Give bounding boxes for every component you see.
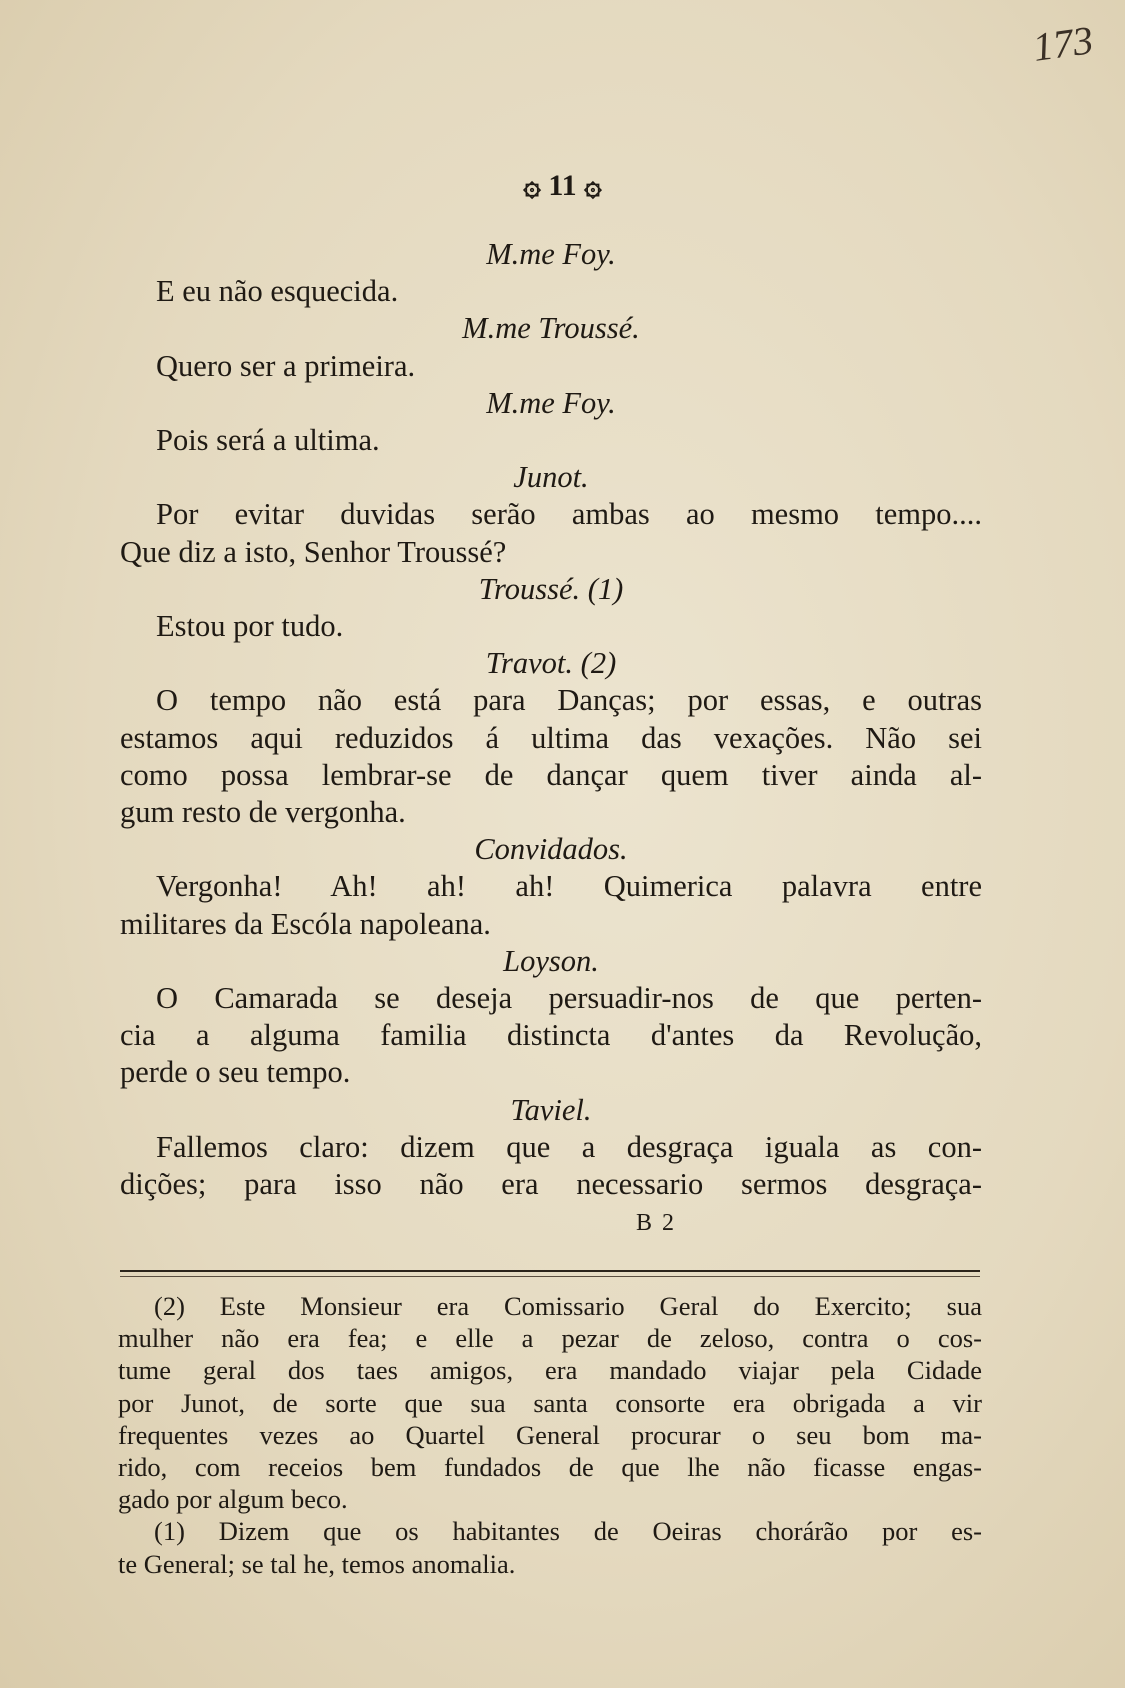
footnotes — [118, 1290, 982, 1580]
text-line: Fallemos claro: dizem que a desgraça iguala as con- — [156, 1129, 982, 1164]
text-line: perde o seu tempo. — [120, 1055, 351, 1090]
text-line: estamos aqui reduzidos á ultima das vexações. Não sei — [120, 720, 982, 755]
text-line: Que diz a isto, Senhor Troussé? — [120, 534, 507, 569]
text-line: militares da Escóla napoleana. — [120, 906, 491, 941]
folio-number: 173 — [1030, 17, 1096, 70]
text-line: E eu não esquecida. — [156, 274, 399, 309]
footnote-rule — [120, 1270, 980, 1272]
speaker-name: Travot. (2) — [485, 646, 617, 681]
footnote-line: por Junot, de sorte que sua santa consorte era obrigada a vir — [118, 1387, 982, 1418]
text-line: O tempo não está para Danças; por essas, e outras — [156, 683, 982, 718]
speaker-name: Troussé. (1) — [478, 571, 624, 606]
speaker-name: Loyson. — [503, 943, 599, 978]
running-head — [0, 168, 1125, 203]
speaker-name: Junot. — [513, 460, 589, 495]
dialogue-text — [120, 236, 982, 1203]
footnote-line: tume geral dos taes amigos, era mandado viajar pela Cidade — [118, 1355, 982, 1386]
ornament-left: ۞ — [523, 169, 541, 202]
footnote-rule-thin — [120, 1276, 980, 1277]
speaker-name: M.me Foy. — [486, 237, 616, 271]
text-line: Pois será a ultima. — [156, 423, 380, 458]
page-number: 11 — [548, 169, 577, 202]
speaker-name: M.me Foy. — [486, 385, 616, 420]
speaker-name: M.me Troussé. — [462, 311, 640, 346]
text-line: Quero ser a primeira. — [156, 348, 416, 383]
footnote-line: gado por algum beco. — [118, 1484, 348, 1515]
footnote-line: (1) Dizem que os habitantes de Oeiras chorárão por es- — [154, 1516, 982, 1547]
text-line: O Camarada se deseja persuadir-nos de que perten- — [156, 981, 982, 1016]
text-line: dições; para isso não era necessario sermos desgraça- — [120, 1167, 982, 1202]
speaker-name: Convidados. — [474, 832, 628, 867]
ornament-right: ۞ — [584, 169, 602, 202]
footnote-line: te General; se tal he, temos anomalia. — [118, 1548, 516, 1579]
text-line: gum resto de vergonha. — [120, 795, 406, 830]
footnote-line: rido, com receios bem fundados de que lhe não ficasse engas- — [118, 1452, 982, 1483]
text-line: cia a alguma familia distincta d'antes da Revolução, — [120, 1018, 982, 1053]
footnote-line: mulher não era fea; e elle a pezar de zeloso, contra o cos- — [118, 1323, 982, 1354]
signature-mark: B 2 — [635, 1210, 676, 1236]
text-line: como possa lembrar-se de dançar quem tiver ainda al- — [120, 757, 982, 792]
text-line: Por evitar duvidas serão ambas ao mesmo tempo.... — [156, 497, 982, 532]
footnote-line: (2) Este Monsieur era Comissario Geral do Exercito; sua — [154, 1291, 982, 1321]
text-line: Vergonha! Ah! ah! ah! Quimerica palavra entre — [156, 869, 982, 904]
footnote-line: frequentes vezes ao Quartel General procurar o seu bom ma- — [118, 1419, 982, 1450]
speaker-name: Taviel. — [510, 1092, 592, 1127]
text-line: Estou por tudo. — [156, 609, 344, 644]
